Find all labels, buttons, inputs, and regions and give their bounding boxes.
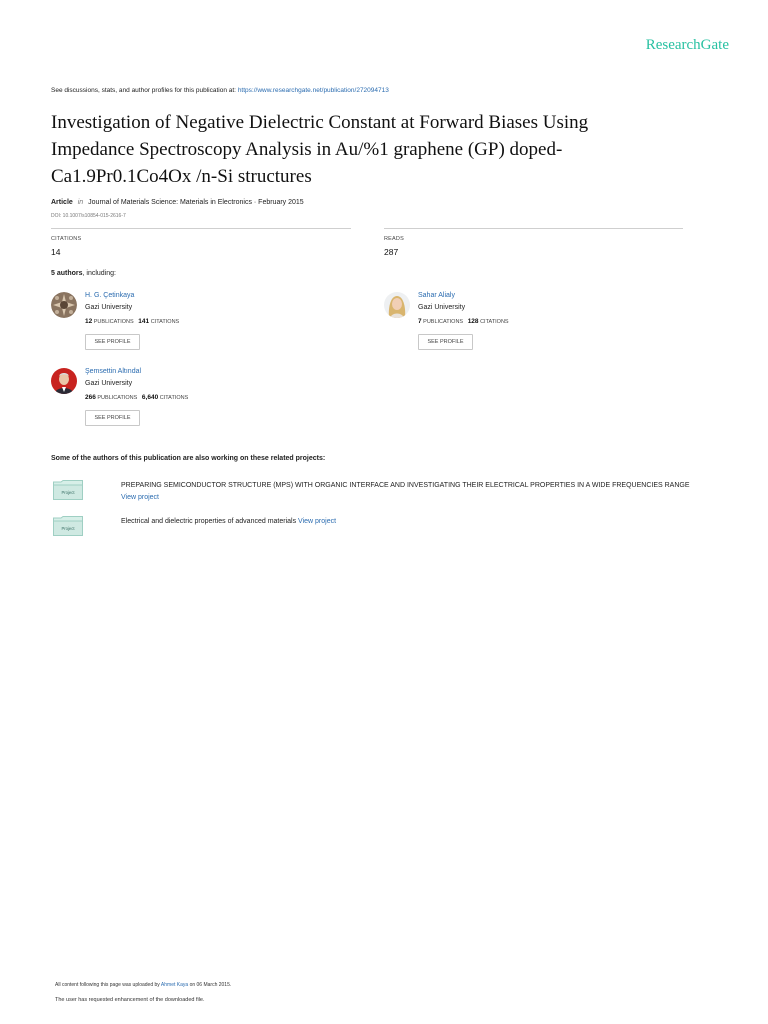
see-profile-button[interactable]: SEE PROFILE	[85, 410, 140, 426]
author-pubs: 266	[85, 394, 96, 401]
author-cites-label: CITATIONS	[159, 395, 189, 401]
article-type: Article	[51, 199, 73, 206]
project-folder-icon[interactable]	[53, 480, 83, 500]
project-title: Electrical and dielectric properties of advanced materials	[121, 518, 297, 525]
title-line-1: Investigation of Negative Dielectric Constant at Forward Biases Using	[51, 112, 589, 133]
project-icon-label: Project	[61, 490, 75, 495]
upload-suffix: on 06 March 2015.	[189, 982, 232, 988]
author-pubs: 12	[85, 318, 93, 325]
title-line-3: Ca1.9Pr0.1Co4Ox /n-Si structures	[51, 166, 312, 187]
enhancement-note: The user has requested enhancement of the downloaded file.	[55, 997, 205, 1003]
author-stats	[418, 318, 509, 325]
authors-suffix: , including:	[82, 270, 116, 277]
reads-divider	[384, 228, 683, 229]
author-affiliation: Gazi University	[418, 304, 466, 311]
see-profile-button[interactable]: SEE PROFILE	[418, 334, 473, 350]
author-affiliation: Gazi University	[85, 304, 133, 311]
see-profile-button[interactable]: SEE PROFILE	[85, 334, 140, 350]
author-name-link[interactable]: Şemsettin Altındal	[85, 368, 142, 375]
discussion-line	[51, 87, 389, 94]
author-cites-label: CITATIONS	[150, 319, 180, 325]
publication-title	[51, 109, 691, 190]
authors-count: 5 authors	[51, 270, 83, 277]
uploader-link[interactable]: Ahmet Kaya	[160, 982, 189, 988]
author-card	[384, 292, 664, 362]
author-pubs-label: PUBLICATIONS	[93, 319, 134, 325]
upload-note	[55, 982, 231, 988]
author-pubs: 7	[418, 318, 422, 325]
reads-label: READS	[384, 236, 404, 242]
project-text	[121, 480, 690, 504]
photo-avatar-man-icon[interactable]	[51, 368, 77, 394]
projects-heading: Some of the authors of this publication are also working on these related projects:	[51, 455, 326, 462]
project-title: PREPARING SEMICONDUCTOR STRUCTURE (MPS) WITH ORGANIC INTERFACE AND INVESTIGATING THEIR ELECTRICAL PROPERTIES IN A WIDE FREQUENCIES RANGE	[121, 482, 690, 489]
photo-avatar-woman-icon[interactable]	[384, 292, 410, 318]
author-cites-label: CITATIONS	[480, 319, 509, 325]
researchgate-logo[interactable]: ResearchGate	[645, 37, 729, 53]
author-affiliation: Gazi University	[85, 380, 133, 387]
project-folder-icon[interactable]	[53, 516, 83, 536]
project-icon-label: Project	[61, 526, 75, 531]
meta-in: in	[77, 199, 84, 206]
author-cites: 128	[467, 318, 479, 325]
view-project-link[interactable]: View project	[298, 518, 337, 525]
reads-value: 287	[384, 247, 399, 257]
author-stats	[85, 394, 188, 401]
author-card	[51, 368, 331, 438]
author-pubs-label: PUBLICATIONS	[423, 319, 464, 325]
author-name-link[interactable]: Sahar Alialy	[418, 292, 455, 299]
author-cites: 141	[138, 318, 150, 325]
author-card	[51, 292, 331, 362]
upload-prefix: All content following this page was uploaded by	[55, 982, 160, 988]
author-pubs-label: PUBLICATIONS	[97, 395, 138, 401]
discussion-prefix: See discussions, stats, and author profiles for this publication at:	[51, 87, 236, 94]
doi: DOI: 10.1007/s10854-015-2616-7	[51, 213, 126, 219]
author-stats	[85, 318, 179, 325]
author-cites: 6,640	[141, 394, 159, 401]
citations-value: 14	[51, 247, 61, 257]
view-project-link[interactable]: View project	[121, 494, 160, 501]
project-text	[121, 516, 336, 528]
author-name-link[interactable]: H. G. Çetinkaya	[85, 292, 135, 299]
title-line-2: Impedance Spectroscopy Analysis in Au/%1 graphene (GP) doped-	[51, 139, 563, 160]
pattern-avatar-icon[interactable]	[51, 292, 77, 318]
publication-meta	[51, 199, 304, 206]
journal-date: Journal of Materials Science: Materials in Electronics · February 2015	[88, 199, 304, 206]
authors-heading	[51, 270, 116, 277]
citations-label: CITATIONS	[51, 236, 82, 242]
citations-divider	[51, 228, 351, 229]
publication-url-link[interactable]: https://www.researchgate.net/publication/272094713	[237, 87, 389, 94]
